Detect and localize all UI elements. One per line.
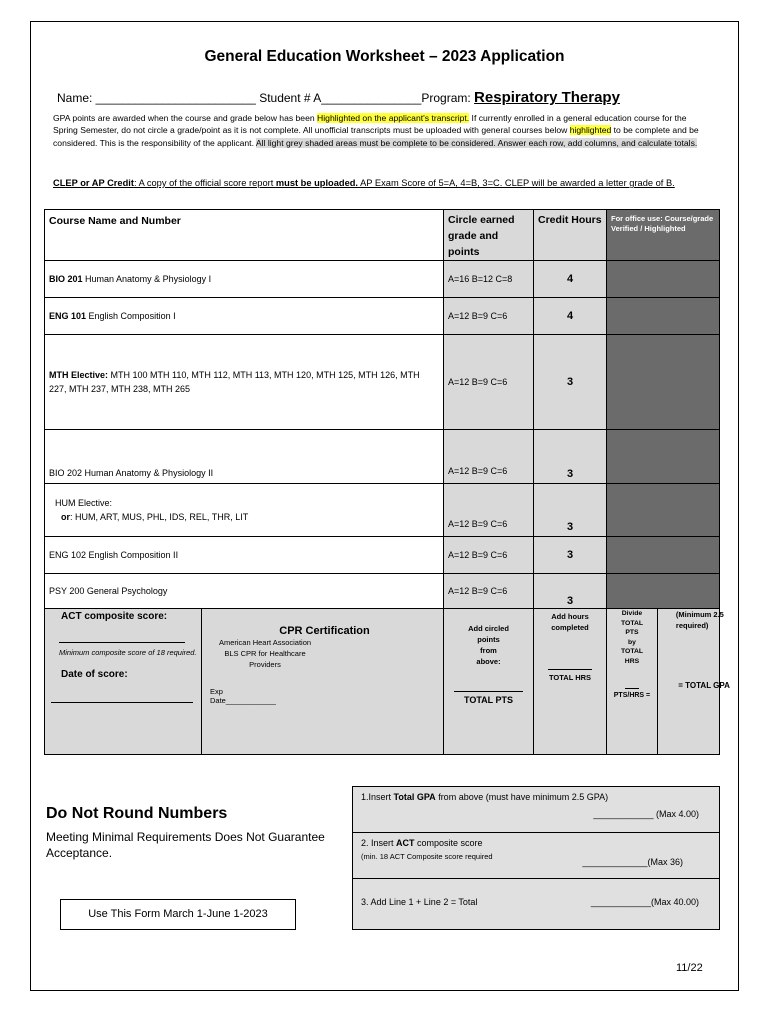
office-use-cell [607,537,720,574]
cpr-exp-date[interactable]: Date____________ [210,696,276,705]
totals-summary-box [352,786,720,930]
header-course: Course Name and Number [45,210,444,261]
office-use-cell [607,484,720,537]
instructions-highlight-2: highlighted [569,125,612,136]
total-points-line[interactable] [454,691,523,692]
total-pts-label: TOTAL PTS [464,695,514,705]
course-sub: : HUM, ART, MUS, PHL, IDS, REL, THR, LIT [70,512,249,522]
grade-points-cell[interactable]: A=12 B=9 C=6 [444,537,534,574]
cpr-exp-label: Exp [210,687,223,696]
credit-hours-cell: 3 [534,335,607,430]
date-of-score-line[interactable] [51,702,193,703]
instructions-text-2: If currently enrolled in a general education course for the Spring Semester, do not circle a grade/point as it is not complete. All unofficial transcripts must be uploaded with general courses below [53,113,687,136]
do-not-round-heading: Do Not Round Numbers [46,805,228,822]
course-cell [45,335,444,430]
instructions-text-1: GPA points are awarded when the course and grade below has been [53,113,318,123]
credit-hours-cell: 4 [534,261,607,298]
line2-subnote: (min. 18 ACT Composite score required [361,852,493,861]
office-use-cell [607,430,720,484]
course-name: MTH 100 MTH 110, MTH 112, MTH 113, MTH 120, MTH 125, MTH 126, MTH 227, MTH 237, MTH 238, MTH 265 [49,370,420,394]
credit-hours-cell: 3 [534,574,607,609]
header-office-use: For office use: Course/grade Verified / Highlighted [607,210,720,261]
office-use-cell [607,335,720,430]
line2-bold: ACT [396,838,415,848]
line1-text-a: 1.Insert [361,792,394,802]
student-number-label[interactable]: Student # A_______________ [255,91,422,105]
course-name: Human Anatomy & Physiology I [82,274,212,284]
total-points-cell[interactable] [444,609,534,755]
line2-text-c: composite score [414,838,483,848]
grade-points-cell[interactable]: A=12 B=9 C=6 [444,484,534,537]
worksheet-table [44,209,730,755]
divide-subcell [607,609,658,754]
gpa-cell[interactable] [607,609,730,755]
course-name: English Composition I [86,311,176,321]
acceptance-note: Meeting Minimal Requirements Does Not Guarantee Acceptance. [46,830,325,860]
clep-text-1: : A copy of the official score report [133,178,276,188]
program-value: Respiratory Therapy [474,89,620,106]
add-points-label: Add circled points from above: [468,624,509,666]
gpa-subcell [658,609,736,754]
program-label: Program: [421,91,475,105]
act-min-note: Minimum composite score of 18 required. [59,648,197,657]
credit-hours-cell: 3 [534,537,607,574]
summary-line-1[interactable] [353,787,719,833]
act-score-cell[interactable] [45,609,202,755]
office-use-cell [607,261,720,298]
course-cell [45,298,444,335]
date-of-score-label: Date of score: [61,669,128,680]
instructions-paragraph [53,112,713,149]
cpr-description: American Heart Association BLS CPR for Healthcare Providers [218,638,312,669]
total-hours-line[interactable] [548,669,592,670]
grade-points-cell[interactable]: A=12 B=9 C=6 [444,335,534,430]
name-field-label[interactable]: Name: ________________________ [57,91,256,105]
course-sub-bold: or [61,512,70,522]
table-row [45,335,720,430]
table-header-row [45,210,720,261]
line3-max[interactable]: ____________(Max 40.00) [590,897,699,907]
summary-line-2[interactable] [353,833,719,879]
add-hours-label: Add hours completed [551,612,589,632]
header-grade: Circle earned grade and points [444,210,534,261]
table-row [45,430,720,484]
clep-label: CLEP or AP Credit [53,178,134,188]
credit-hours-cell: 3 [534,484,607,537]
name-line [57,89,620,106]
divide-label: Divide TOTAL PTS by TOTAL HRS [621,610,644,665]
course-code: MTH Elective: [49,370,109,380]
grade-points-cell[interactable]: A=12 B=9 C=6 [444,298,534,335]
grade-points-cell[interactable]: A=12 B=9 C=6 [444,430,534,484]
course-cell: BIO 202 Human Anatomy & Physiology II [45,430,444,484]
course-cell: ENG 102 English Composition II [45,537,444,574]
course-cell [45,484,444,537]
page-number: 11/22 [676,962,703,974]
line1-text-c: from above (must have minimum 2.5 GPA) [435,792,609,802]
clep-bold: must be uploaded. [275,178,359,188]
summary-line-3[interactable] [353,879,719,929]
cpr-title: CPR Certification [279,625,370,637]
grade-points-cell[interactable]: A=12 B=9 C=6 [444,574,534,609]
course-code: BIO 201 [49,274,83,284]
act-label: ACT composite score: [61,611,168,622]
instructions-highlight-1: Highlighted on the applicant's transcript. [317,113,470,123]
page-title: General Education Worksheet – 2023 Application [204,48,565,65]
instructions-text-3: to be complete and be considered. This is the responsibility of the applicant. [53,125,699,148]
course-cell: PSY 200 General Psychology [45,574,444,609]
totals-row [45,609,720,755]
course-name: HUM Elective: [55,498,113,508]
table-row [45,484,720,537]
line1-max[interactable]: ____________ (Max 4.00) [593,809,699,819]
table-row [45,261,720,298]
total-hrs-label: TOTAL HRS [548,673,592,682]
grade-points-cell[interactable]: A=16 B=12 C=8 [444,261,534,298]
office-use-cell [607,574,720,609]
clep-text-2: AP Exam Score of 5=A, 4=B, 3=C. CLEP will be awarded a letter grade of B. [358,178,675,188]
course-code: ENG 101 [49,311,87,321]
total-gpa-label: = TOTAL GPA [678,681,730,690]
course-cell [45,261,444,298]
line1-bold: Total GPA [393,792,436,802]
credit-hours-cell: 4 [534,298,607,335]
table-row [45,537,720,574]
pts-hrs-label: PTS/HRS = [613,692,651,699]
act-score-line[interactable] [59,642,185,643]
pts-hrs-line[interactable] [625,688,639,689]
line3-text: 3. Add Line 1 + Line 2 = Total [361,897,478,907]
line2-text-a: 2. Insert [361,838,397,848]
total-hours-cell[interactable] [534,609,607,755]
line2-max[interactable]: _____________(Max 36) [582,857,683,867]
instructions-grey-text: All light grey shaded areas must be complete to be considered. Answer each row, add columns, and calculate totals. [255,137,698,148]
clep-note [53,177,713,190]
table-row [45,298,720,335]
office-use-cell [607,298,720,335]
credit-hours-cell: 3 [534,430,607,484]
cpr-cell [202,609,444,755]
table-row [45,574,720,609]
use-form-dates: Use This Form March 1-June 1-2023 [60,899,296,930]
minimum-gpa-note: (Minimum 2.5 required) [675,610,724,630]
header-credit: Credit Hours [534,210,607,261]
